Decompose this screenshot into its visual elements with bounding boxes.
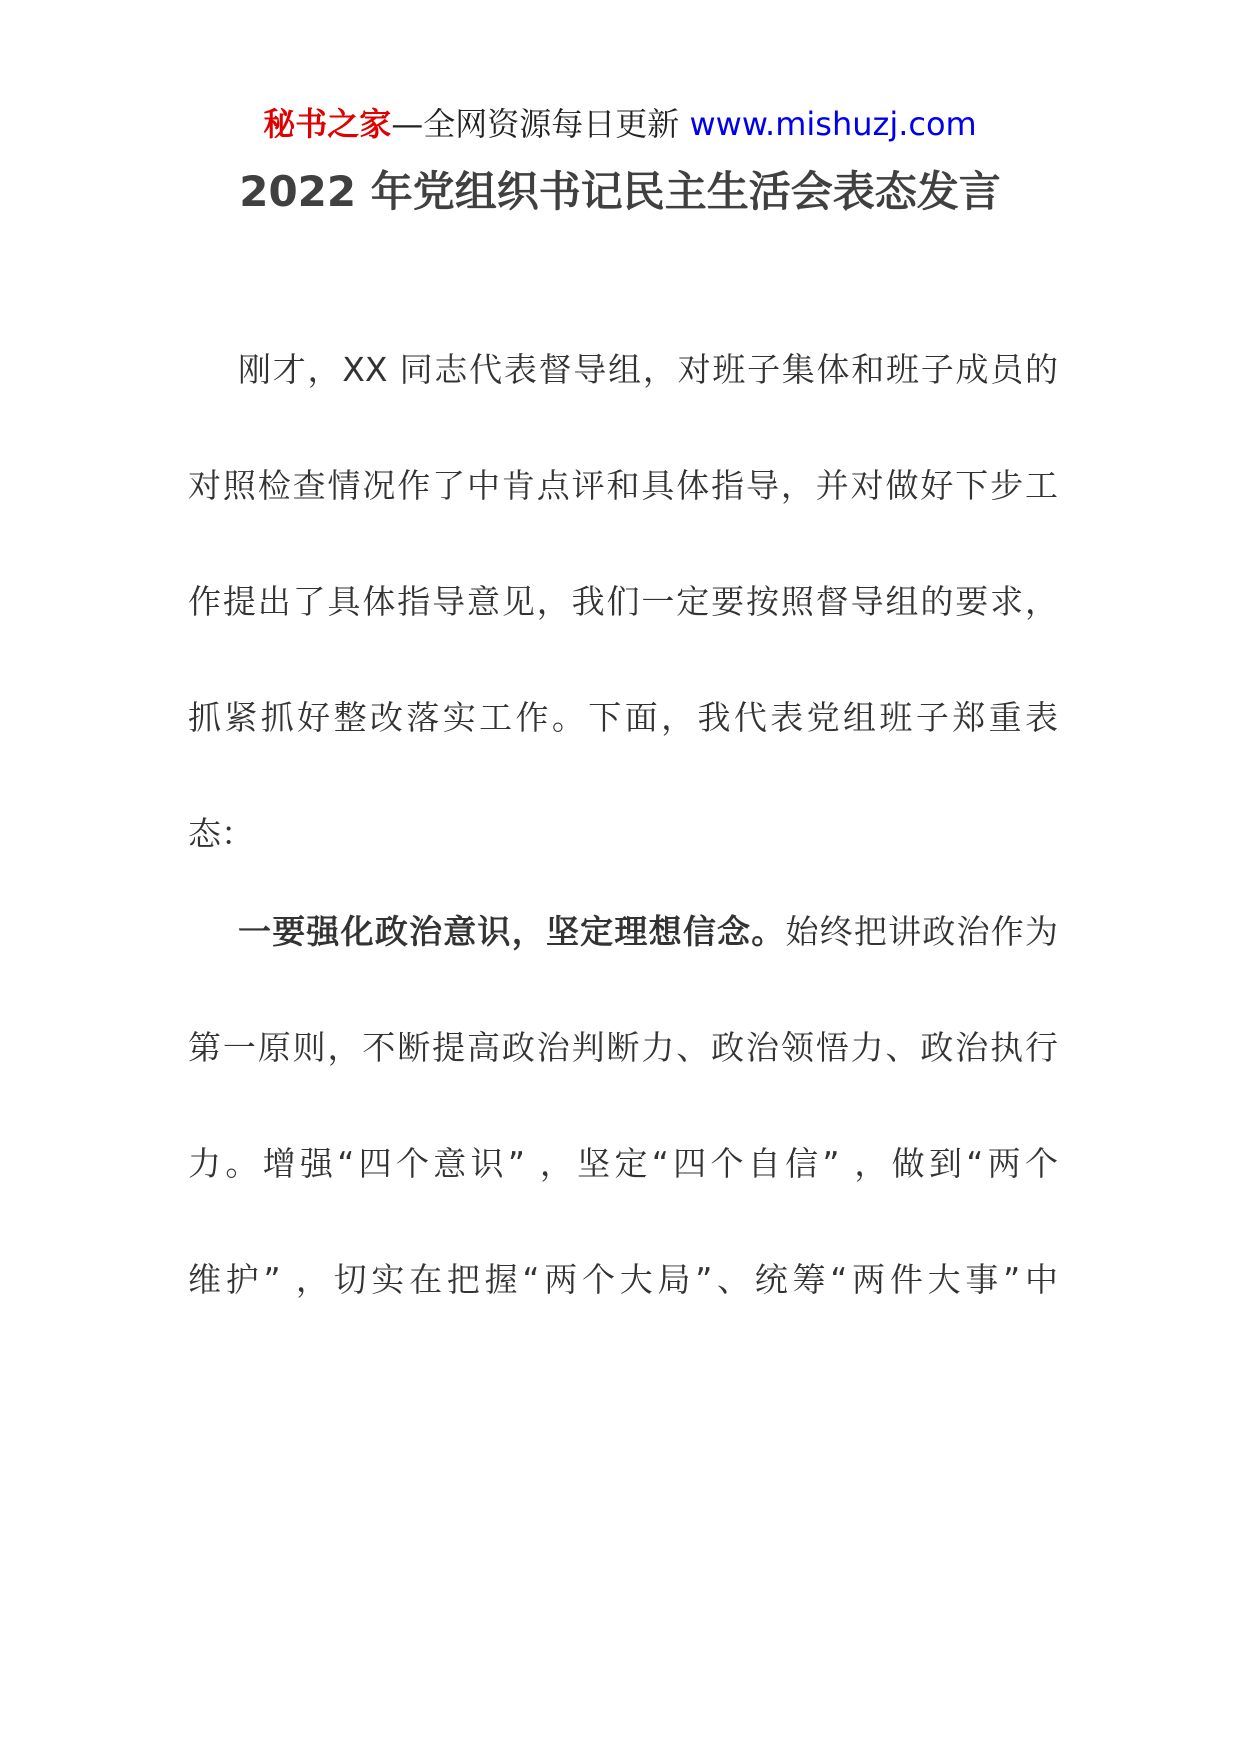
header-tagline: —全网资源每日更新 xyxy=(391,105,680,143)
paragraph-line: 作提出了具体指导意见，我们一定要按照督导组的要求， xyxy=(188,582,1058,621)
paragraph-line: 刚才，XX 同志代表督导组，对班子集体和班子成员的 xyxy=(238,350,1058,389)
document-title: 2022 年党组织书记民主生活会表态发言 xyxy=(239,167,1001,216)
paragraph-line: 第一原则，不断提高政治判断力、政治领悟力、政治执行 xyxy=(188,1028,1058,1067)
paragraph-line: 力。增强“四个意识” ，坚定“四个自信” ，做到“两个 xyxy=(188,1144,1058,1183)
brand-name: 秘书之家 xyxy=(263,105,392,143)
section-first-line xyxy=(188,909,1058,955)
section-heading: 一要强化政治意识，坚定理想信念。 xyxy=(238,912,786,951)
site-url-link[interactable]: www.mishuzj.com xyxy=(689,105,977,143)
section-text: 始终把讲政治作为 xyxy=(785,912,1059,951)
paragraph-line: 对照检查情况作了中肯点评和具体指导，并对做好下步工 xyxy=(188,466,1058,505)
site-header xyxy=(0,100,1240,148)
paragraph-line: 维护” ，切实在把握“两个大局”、统筹“两件大事”中 xyxy=(188,1260,1058,1299)
paragraph-line: 态： xyxy=(188,814,254,853)
paragraph-line: 抓紧抓好整改落实工作。下面，我代表党组班子郑重表 xyxy=(188,698,1058,737)
